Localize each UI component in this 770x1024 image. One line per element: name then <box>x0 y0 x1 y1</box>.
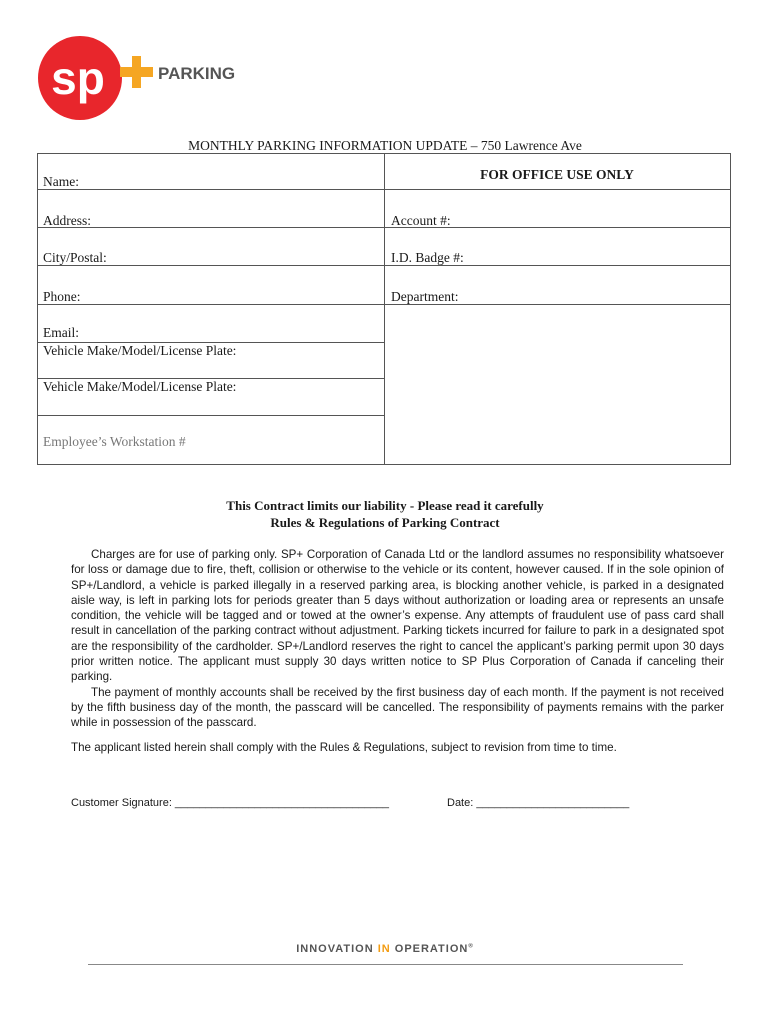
info-form-table <box>37 153 731 465</box>
workstation-label[interactable]: Employee’s Workstation # <box>43 434 186 449</box>
tagline-accent: IN <box>377 943 391 955</box>
sp-plus-parking-logo <box>38 34 258 124</box>
vehicle-2-label[interactable]: Vehicle Make/Model/License Plate: <box>43 379 237 394</box>
contract-terms <box>71 547 724 731</box>
row-divider <box>38 415 384 416</box>
account-label: Account #: <box>391 213 451 228</box>
id-badge-label: I.D. Badge #: <box>391 250 464 265</box>
form-title: MONTHLY PARKING INFORMATION UPDATE – 750 Lawrence Ave <box>188 138 582 153</box>
row-divider <box>38 227 730 228</box>
contract-heading: This Contract limits our liability - Please read it carefully <box>226 498 544 513</box>
payment-paragraph: The payment of monthly accounts shall be received by the first business day of each month. If the payment is not received by the fifth business day of the month, the passcard will be cancelled. The responsibility of payments remains with the parker while in possession of the passcard. <box>71 685 724 730</box>
logo-plus-horizontal <box>120 67 153 77</box>
phone-label[interactable]: Phone: <box>43 289 81 304</box>
applicant-statement: The applicant listed herein shall comply with the Rules & Regulations, subject to revision from time to time. <box>71 741 617 754</box>
column-divider <box>384 154 385 464</box>
address-label[interactable]: Address: <box>43 213 91 228</box>
date-field[interactable]: Date: _________________________ <box>447 797 630 809</box>
row-divider <box>38 265 730 266</box>
vehicle-1-label[interactable]: Vehicle Make/Model/License Plate: <box>43 343 237 358</box>
tagline-mark: ® <box>468 943 474 950</box>
row-divider <box>38 304 730 305</box>
footer-tagline <box>0 943 770 955</box>
tagline-prefix: INNOVATION <box>296 943 378 955</box>
logo-brand-text: PARKING <box>158 64 236 83</box>
footer-rule <box>88 964 683 965</box>
row-divider <box>38 189 730 190</box>
city-postal-label[interactable]: City/Postal: <box>43 250 107 265</box>
logo-sp-text: sp <box>51 52 105 104</box>
tagline-suffix: OPERATION <box>390 943 469 955</box>
name-label[interactable]: Name: <box>43 174 79 189</box>
rules-heading: Rules & Regulations of Parking Contract <box>270 515 500 530</box>
department-label: Department: <box>391 289 459 304</box>
customer-signature-field[interactable]: Customer Signature: ___________________________________ <box>71 797 390 809</box>
email-label[interactable]: Email: <box>43 325 79 340</box>
terms-paragraph: Charges are for use of parking only. SP+ Corporation of Canada Ltd or the landlord assumes no responsibility whatsoever for loss or damage due to fire, theft, collision or otherwise to the vehicle or its content, however caused. If in the sole opinion of SP+/Landlord, a vehicle is parked illegally in a reserved parking area, is blocking another vehicle, is parked in a designated aisle way, is left in parking lots for periods greater than 5 days without authorization or loading area or represents an unsafe condition, the vehicle will be tagged and or towed at the owner’s expense. Any attempts of fraudulent use of pass card shall result in cancellation of the parking contract without adjustment. Parking tickets incurred for failure to park in a designated spot are the responsibility of the cardholder. SP+/Landlord reserves the right to cancel the applicant’s parking permit upon 30 days prior written notice. The applicant must supply 30 days written notice to SP Plus Corporation of Canada if canceling their parking. <box>71 548 724 684</box>
office-use-heading: FOR OFFICE USE ONLY <box>480 167 634 182</box>
